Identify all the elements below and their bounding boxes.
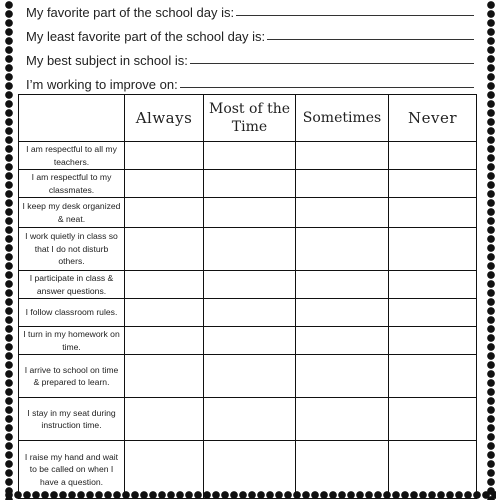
statement-cell: I participate in class & answer questions. — [19, 271, 125, 299]
answer-line[interactable] — [180, 87, 474, 88]
scalloped-border-left — [4, 0, 14, 500]
prompt-favorite-part — [26, 0, 474, 20]
table-row — [19, 198, 477, 228]
answer-line[interactable] — [236, 15, 474, 16]
rating-cell-never[interactable] — [389, 271, 477, 299]
header-blank — [19, 95, 125, 142]
header-most-of-the-time: Most of the Time — [204, 95, 296, 142]
header-always: Always — [125, 95, 204, 142]
statement-cell: I stay in my seat during instruction time. — [19, 398, 125, 441]
table-row — [19, 355, 477, 398]
rating-cell-sometimes[interactable] — [296, 228, 389, 271]
behavior-rating-table — [18, 94, 477, 499]
rating-cell-sometimes[interactable] — [296, 327, 389, 355]
rating-cell-never[interactable] — [389, 170, 477, 198]
table-row — [19, 142, 477, 170]
statement-cell: I follow classroom rules. — [19, 299, 125, 327]
statement-cell: I work quietly in class so that I do not disturb others. — [19, 228, 125, 271]
rating-cell-always[interactable] — [125, 198, 204, 228]
header-never: Never — [389, 95, 477, 142]
prompt-label: My best subject in school is: — [26, 53, 188, 68]
rating-cell-most-of-the-time[interactable] — [204, 198, 296, 228]
rating-cell-never[interactable] — [389, 355, 477, 398]
rating-cell-never[interactable] — [389, 441, 477, 499]
statement-cell: I raise my hand and wait to be called on when I have a question. — [19, 441, 125, 499]
statement-cell: I turn in my homework on time. — [19, 327, 125, 355]
rating-cell-always[interactable] — [125, 170, 204, 198]
rating-cell-most-of-the-time[interactable] — [204, 271, 296, 299]
statement-cell: I am respectful to my classmates. — [19, 170, 125, 198]
rating-cell-always[interactable] — [125, 142, 204, 170]
prompt-label: My favorite part of the school day is: — [26, 5, 235, 20]
rating-cell-sometimes[interactable] — [296, 271, 389, 299]
prompt-label: I’m working to improve on: — [26, 77, 178, 92]
rating-cell-always[interactable] — [125, 327, 204, 355]
rating-cell-never[interactable] — [389, 142, 477, 170]
rating-cell-sometimes[interactable] — [296, 198, 389, 228]
rating-cell-most-of-the-time[interactable] — [204, 398, 296, 441]
answer-line[interactable] — [190, 63, 474, 64]
rating-cell-always[interactable] — [125, 355, 204, 398]
rating-cell-sometimes[interactable] — [296, 398, 389, 441]
rating-cell-always[interactable] — [125, 441, 204, 499]
rating-cell-most-of-the-time[interactable] — [204, 299, 296, 327]
rating-cell-sometimes[interactable] — [296, 355, 389, 398]
table-row — [19, 228, 477, 271]
rating-cell-most-of-the-time[interactable] — [204, 327, 296, 355]
header-sometimes: Sometimes — [296, 95, 389, 142]
rating-cell-never[interactable] — [389, 327, 477, 355]
rating-cell-most-of-the-time[interactable] — [204, 228, 296, 271]
scalloped-border-right — [486, 0, 496, 500]
rating-cell-most-of-the-time[interactable] — [204, 355, 296, 398]
rating-cell-sometimes[interactable] — [296, 441, 389, 499]
rating-cell-never[interactable] — [389, 198, 477, 228]
statement-cell: I am respectful to all my teachers. — [19, 142, 125, 170]
rating-cell-most-of-the-time[interactable] — [204, 142, 296, 170]
statement-cell: I arrive to school on time & prepared to learn. — [19, 355, 125, 398]
table-row — [19, 441, 477, 499]
rating-cell-sometimes[interactable] — [296, 299, 389, 327]
rating-cell-never[interactable] — [389, 228, 477, 271]
statement-cell: I keep my desk organized & neat. — [19, 198, 125, 228]
table-row — [19, 299, 477, 327]
rating-cell-always[interactable] — [125, 228, 204, 271]
table-row — [19, 271, 477, 299]
rating-cell-sometimes[interactable] — [296, 170, 389, 198]
rating-cell-always[interactable] — [125, 398, 204, 441]
rating-cell-most-of-the-time[interactable] — [204, 170, 296, 198]
rating-cell-always[interactable] — [125, 271, 204, 299]
rating-cell-always[interactable] — [125, 299, 204, 327]
prompt-label: My least favorite part of the school day is: — [26, 29, 266, 44]
answer-line[interactable] — [267, 39, 474, 40]
table-row — [19, 170, 477, 198]
prompt-best-subject — [26, 44, 474, 68]
rating-cell-never[interactable] — [389, 299, 477, 327]
table-header-row — [19, 95, 477, 142]
prompt-improve-on — [26, 68, 474, 92]
rating-cell-never[interactable] — [389, 398, 477, 441]
table-row — [19, 327, 477, 355]
rating-cell-sometimes[interactable] — [296, 142, 389, 170]
rating-cell-most-of-the-time[interactable] — [204, 441, 296, 499]
table-row — [19, 398, 477, 441]
prompt-least-favorite-part — [26, 20, 474, 44]
prompt-section — [26, 0, 474, 92]
